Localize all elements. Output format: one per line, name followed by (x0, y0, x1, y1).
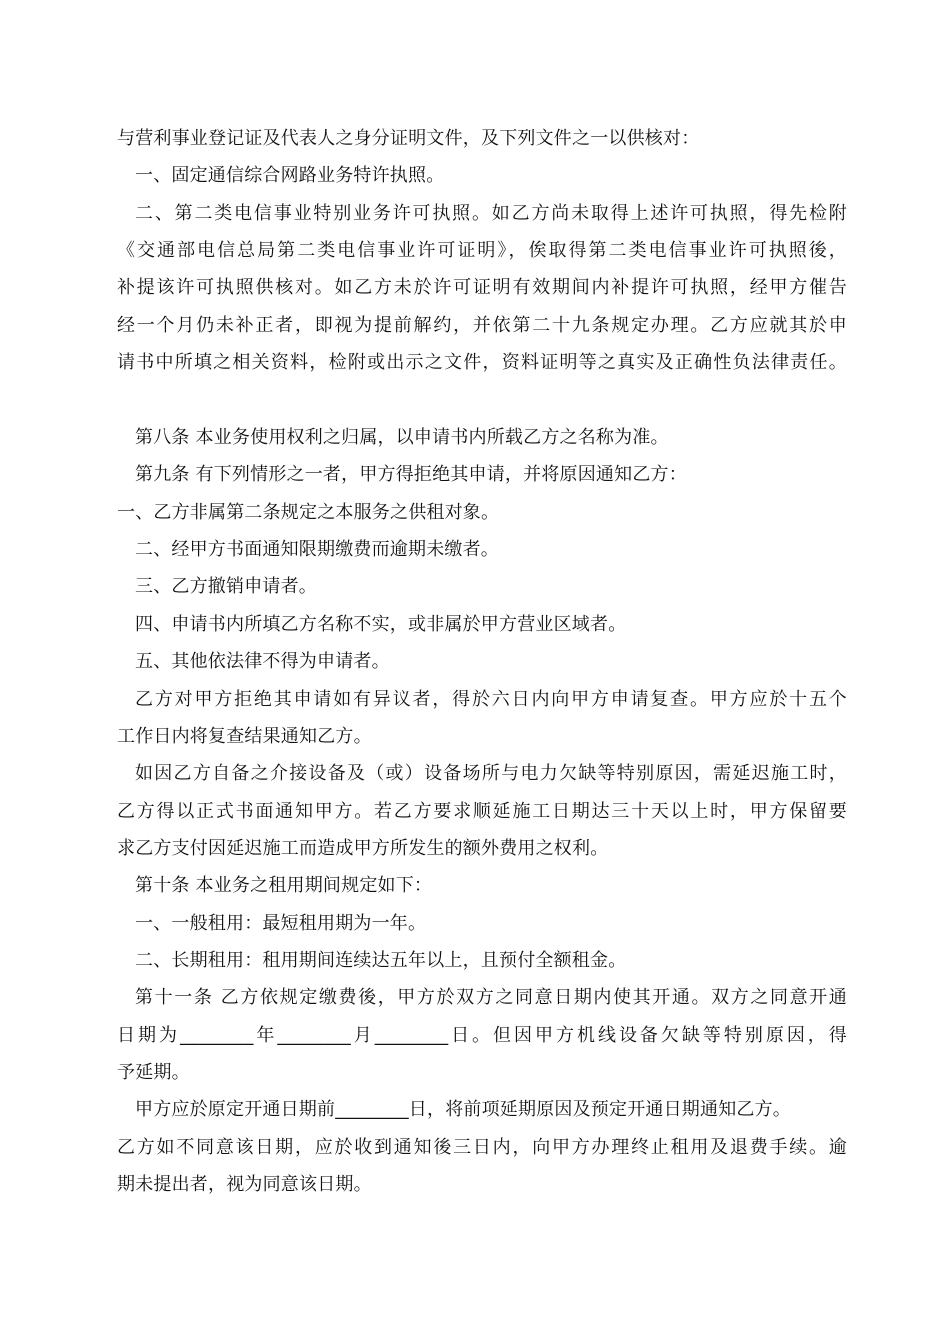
article-heading: 第十条 本业务之租用期间规定如下： (135, 875, 433, 896)
article-heading: 第十一条 乙方依规定缴费後，甲方於双方之同意日期内使其开通。双方之同意开通 (135, 987, 847, 1008)
text-line: 与营利事业登记证及代表人之身分证明文件，及下列文件之一以供核对： (117, 128, 700, 149)
text-line: 三、乙方撤销申请者。 (135, 576, 317, 597)
text-line: 求乙方支付因延迟施工而造成甲方所发生的额外费用之权利。 (117, 838, 609, 859)
text-line: 请书中所填之相关资料，检附或出示之文件，资料证明等之真实及正确性负法律责任。 (117, 352, 847, 373)
text-line: 期未提出者，视为同意该日期。 (117, 1174, 372, 1195)
article-heading: 第九条 有下列情形之一者，甲方得拒绝其申请，并将原因通知乙方： (135, 464, 687, 485)
text-line: 予延期。 (117, 1062, 190, 1083)
text-line: 二、长期租用：租用期间连续达五年以上，且预付全额租金。 (135, 950, 627, 971)
text-line: 二、第二类电信事业特别业务许可执照。如乙方尚未取得上述许可执照，得先检附 (135, 203, 847, 224)
text-line: 五、其他依法律不得为申请者。 (135, 651, 390, 672)
text-line: 二、经甲方书面通知限期缴费而逾期未缴者。 (135, 539, 499, 560)
text-line: 补提该许可执照供核对。如乙方未於许可证明有效期间内补提许可执照，经甲方催告 (117, 277, 847, 298)
text-line: 日期为________年________月________日。但因甲方机线设备欠缺等特别原因，得 (117, 1025, 847, 1046)
text-line: 如因乙方自备之介接设备及（或）设备场所与电力欠缺等特别原因，需延迟施工时， (135, 763, 847, 784)
text-line: 乙方对甲方拒绝其申请如有异议者，得於六日内向甲方申请复查。甲方应於十五个 (135, 689, 847, 710)
text-line: 《交通部电信总局第二类电信事业许可证明》，俟取得第二类电信事业许可执照後， (117, 240, 847, 261)
text-line: 经一个月仍未补正者，即视为提前解约，并依第二十九条规定办理。乙方应就其於申 (117, 315, 847, 336)
text-line: 一、一般租用：最短租用期为一年。 (135, 913, 427, 934)
text-line: 一、乙方非属第二条规定之本服务之供租对象。 (117, 502, 500, 523)
text-line: 乙方如不同意该日期，应於收到通知後三日内，向甲方办理终止租用及退费手续。逾 (117, 1137, 847, 1158)
article-heading: 第八条 本业务使用权利之归属，以申请书内所载乙方之名称为准。 (135, 427, 669, 448)
text-line: 四、申请书内所填乙方名称不实，或非属於甲方营业区域者。 (135, 614, 627, 635)
text-line: 一、固定通信综合网路业务特许执照。 (135, 165, 445, 186)
text-line: 甲方应於原定开通日期前________日，将前项延期原因及预定开通日期通知乙方。 (135, 1099, 791, 1120)
text-line: 工作日内将复查结果通知乙方。 (117, 726, 372, 747)
text-line: 乙方得以正式书面通知甲方。若乙方要求顺延施工日期达三十天以上时，甲方保留要 (117, 801, 847, 822)
